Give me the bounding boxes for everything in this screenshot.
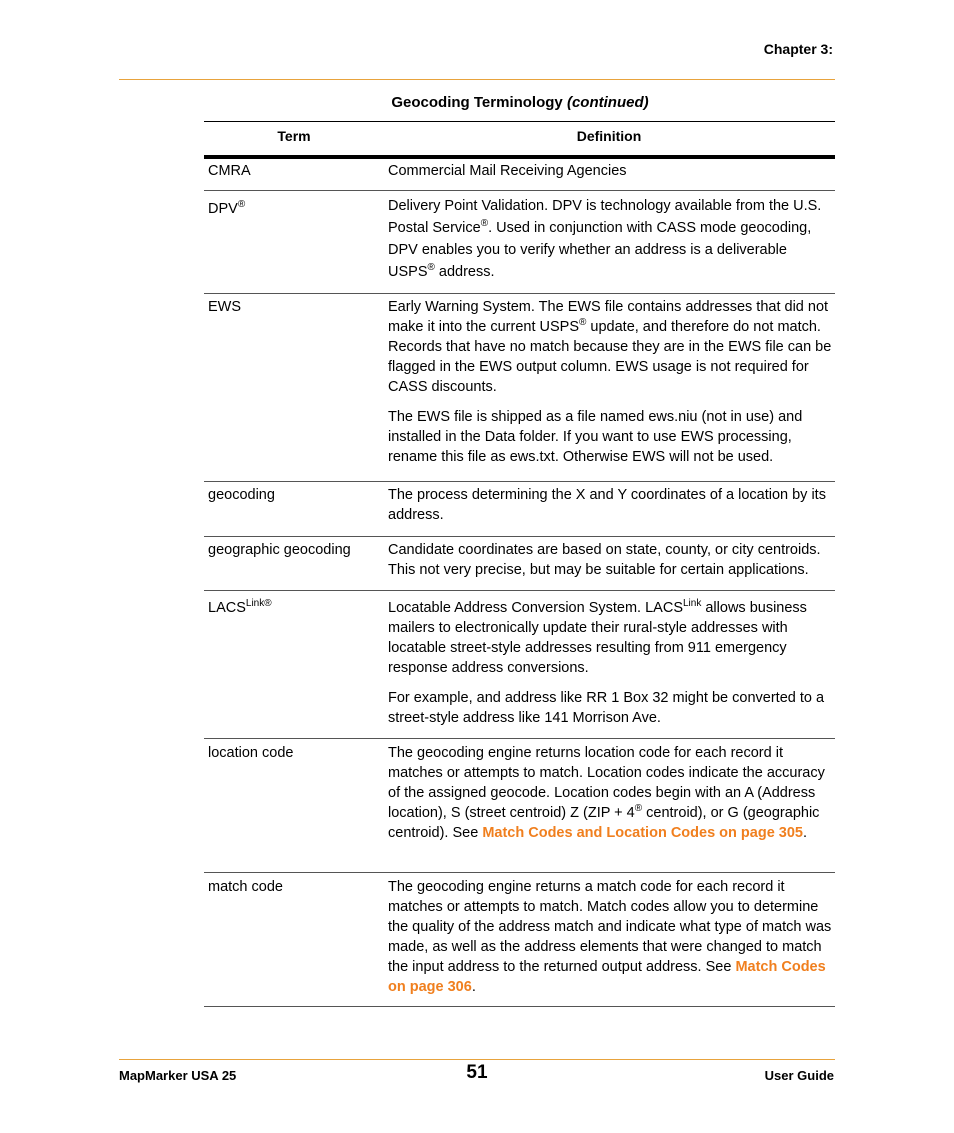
table-row	[204, 739, 835, 873]
page-number: 51	[466, 1062, 488, 1083]
footer-rule	[119, 1059, 835, 1060]
definition-cell: The process determining the X and Y coordinates of a location by its address.	[388, 487, 826, 523]
table-row	[204, 158, 835, 191]
definition-cell: Candidate coordinates are based on state, county, or city centroids. This not very precise, but may be suitable for certain applications.	[388, 542, 821, 578]
column-header-term: Term	[277, 128, 311, 144]
term-cell: DPV®	[208, 199, 246, 217]
term-cell: EWS	[208, 299, 242, 315]
term-cell: CMRA	[208, 163, 251, 179]
table-row	[204, 294, 835, 482]
term-cell: $LACS^{Link®}$	[208, 598, 272, 616]
chapter-label: Chapter 3:	[763, 41, 833, 57]
definition-cell: Locatable Address Conversion System. $LACS^{Link}$ allows business mailers to electronically update their rural-style addresses with locatable street-style addresses resulting from 911 emergency response address conversions. For example, and address like RR 1 Box 32 might be converted to a street-style address like 141 Morrison Ave.	[388, 598, 825, 726]
term-cell: geographic geocoding	[208, 542, 351, 558]
table-row	[204, 537, 835, 591]
header-rule	[119, 79, 835, 80]
column-header-definition: Definition	[576, 128, 642, 144]
definition-cell: The geocoding engine returns location code for each record it matches or attempts to match. Location codes indicate the accuracy of the assigned geocode. Location codes begin with an A (Address location), S (street centroid) Z (ZIP + 4® centroid), or G (geographic centroid). See Match Codes and Location Codes on page 305.	[388, 745, 825, 841]
table-row	[204, 591, 835, 739]
cross-reference-link[interactable]: Match Codes and Location Codes on page 305	[482, 825, 803, 841]
definition-cell: The geocoding engine returns a match code for each record it matches or attempts to match. Match codes allow you to determine the quality of the address match and indicate what type of match was made, as well as the address elements that were changed to match the input address to the returned output address. See Match Codes on page 306.	[388, 879, 832, 995]
table-row	[204, 191, 835, 294]
table-header	[204, 121, 835, 159]
table-title: Geocoding Terminology (continued)	[391, 94, 649, 111]
cross-reference-link[interactable]: Match Codes on page 306	[388, 959, 826, 995]
term-cell: match code	[208, 879, 283, 895]
definition-cell: Delivery Point Validation. DPV is technology available from the U.S. Postal Service®. Used in conjunction with CASS mode geocoding, DPV enables you to verify whether an address is a deliverable USPS® address.	[388, 198, 822, 280]
table-row	[204, 482, 835, 537]
definition-cell: Early Warning System. The EWS file contains addresses that did not make it into the current USPS® update, and therefore do not match. Records that have no match because they are in the EWS file can be flagged in the EWS output column. EWS usage is not required for CASS discounts. The EWS file is shipped as a file named ews.niu (not in use) and installed in the Data folder. If you want to use EWS processing, rename this file as ews.txt. Otherwise EWS will not be used.	[388, 299, 832, 465]
table-row	[204, 873, 835, 1007]
footer-product: MapMarker USA 25	[119, 1068, 237, 1083]
footer-doc-title: User Guide	[764, 1068, 834, 1083]
term-cell: location code	[208, 745, 294, 761]
definition-cell: Commercial Mail Receiving Agencies	[388, 163, 627, 179]
term-cell: geocoding	[208, 487, 275, 503]
